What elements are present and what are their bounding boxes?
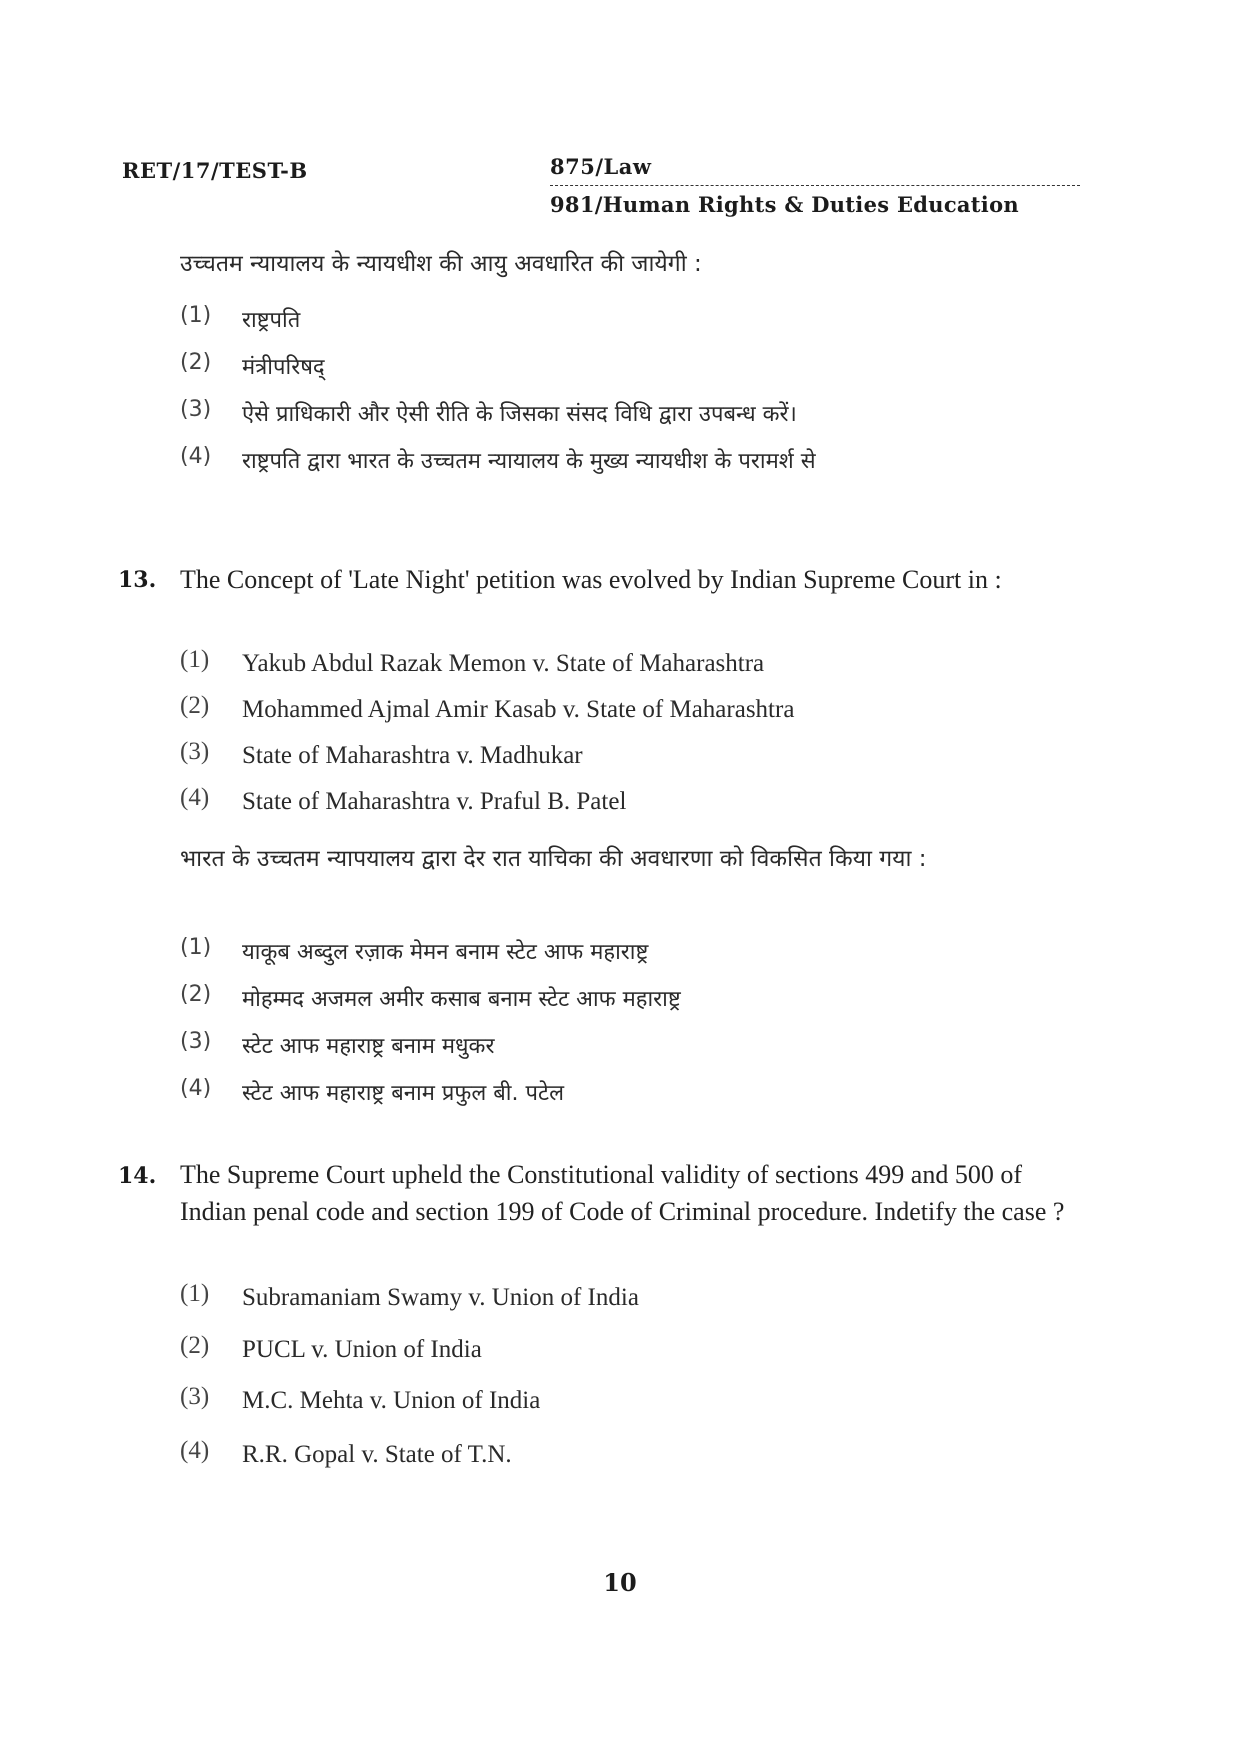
q13-option-1 xyxy=(180,646,1080,682)
q13-hindi-option-2 xyxy=(180,982,1080,1018)
q14-number: 14. xyxy=(118,1163,157,1189)
option-text: स्टेट आफ महाराष्ट्र बनाम मधुकर xyxy=(242,1034,495,1059)
option-number: (3) xyxy=(180,1383,210,1410)
option-number: (3) xyxy=(180,738,210,765)
q13-hindi-option-3 xyxy=(180,1029,1080,1065)
option-text: राष्ट्रपति द्वारा भारत के उच्चतम न्यायालय के मुख्य न्यायधीश के परामर्श से xyxy=(242,449,816,474)
option-text: M.C. Mehta v. Union of India xyxy=(242,1387,541,1414)
q14-option-3 xyxy=(180,1383,1080,1419)
subject-line-1: 875/Law xyxy=(550,154,1080,186)
option-text: Yakub Abdul Razak Memon v. State of Maharashtra xyxy=(242,650,765,677)
option-text: State of Maharashtra v. Praful B. Patel xyxy=(242,788,627,815)
option-number: (3) xyxy=(180,397,212,422)
q13-hindi-text: भारत के उच्चतम न्यापयालय द्वारा देर रात याचिका की अवधारणा को विकसित किया गया : xyxy=(180,846,927,872)
q14-text: The Supreme Court upheld the Constitutional validity of sections 499 and 500 of Indian penal code and section 199 of Code of Criminal procedure. Indetify the case ? xyxy=(180,1160,1065,1226)
q14-option-4 xyxy=(180,1437,1080,1473)
option-number: (4) xyxy=(180,1437,210,1464)
option-text: स्टेट आफ महाराष्ट्र बनाम प्रफुल बी. पटेल xyxy=(242,1081,564,1106)
option-number: (2) xyxy=(180,1332,210,1359)
option-number: (1) xyxy=(180,1280,210,1307)
q12-hindi-option-1 xyxy=(180,303,1080,339)
option-text: राष्ट्रपति xyxy=(242,308,301,333)
option-text: Subramaniam Swamy v. Union of India xyxy=(242,1284,639,1311)
option-number: (4) xyxy=(180,784,210,811)
subject-header xyxy=(550,154,1090,217)
q12-hindi-option-2 xyxy=(180,350,1080,386)
q13-option-2 xyxy=(180,692,1080,728)
option-number: (2) xyxy=(180,692,210,719)
option-text: ऐसे प्राधिकारी और ऐसी रीति के जिसका संसद विधि द्वारा उपबन्ध करें। xyxy=(242,402,797,427)
q12-hindi-option-3 xyxy=(180,397,1080,433)
option-number: (3) xyxy=(180,1029,212,1054)
option-number: (1) xyxy=(180,303,212,328)
q13-hindi-option-4 xyxy=(180,1076,1080,1112)
q13-hindi-option-1 xyxy=(180,935,1080,971)
option-number: (4) xyxy=(180,1076,212,1101)
option-number: (1) xyxy=(180,646,210,673)
page-number: 10 xyxy=(603,1568,637,1597)
option-number: (2) xyxy=(180,982,212,1007)
q14-option-2 xyxy=(180,1332,1080,1368)
option-number: (4) xyxy=(180,444,212,469)
option-text: मंत्रीपरिषद् xyxy=(242,355,325,380)
q13-number: 13. xyxy=(118,567,157,593)
exam-code: RET/17/TEST-B xyxy=(122,158,308,183)
q14-option-1 xyxy=(180,1280,1080,1316)
option-text: Mohammed Ajmal Amir Kasab v. State of Maharashtra xyxy=(242,696,795,723)
option-text: R.R. Gopal v. State of T.N. xyxy=(242,1441,512,1468)
q13-option-4 xyxy=(180,784,1080,820)
option-number: (1) xyxy=(180,935,212,960)
option-text: याकूब अब्दुल रज़ाक मेमन बनाम स्टेट आफ महाराष्ट्र xyxy=(242,940,649,965)
q13-option-3 xyxy=(180,738,1080,774)
option-text: PUCL v. Union of India xyxy=(242,1336,482,1363)
option-number: (2) xyxy=(180,350,212,375)
subject-line-2: 981/Human Rights & Duties Education xyxy=(550,192,1019,217)
q12-hindi-text: उच्चतम न्यायालय के न्यायधीश की आयु अवधारित की जायेगी : xyxy=(180,251,702,277)
q13-text: The Concept of 'Late Night' petition was evolved by Indian Supreme Court in : xyxy=(180,565,1002,594)
q12-hindi-option-4 xyxy=(180,444,1080,480)
option-text: State of Maharashtra v. Madhukar xyxy=(242,742,583,769)
option-text: मोहम्मद अजमल अमीर कसाब बनाम स्टेट आफ महाराष्ट्र xyxy=(242,987,681,1012)
